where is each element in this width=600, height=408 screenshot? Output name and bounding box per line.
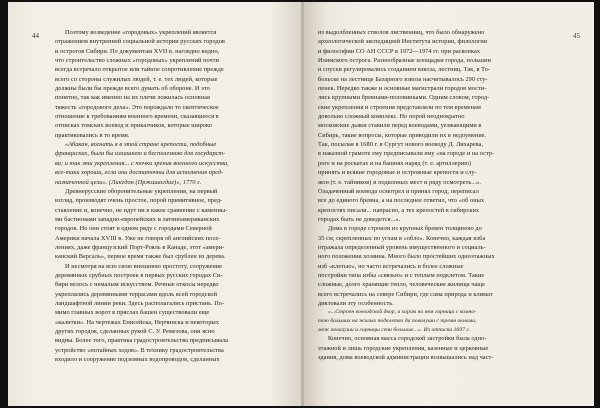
text-line: взгляд, производят очень простое, порой примитивное, пред- — [55, 197, 223, 205]
text-line: отражала определенный уровень имущественного и социаль- — [318, 243, 486, 251]
text-line: всегда встречало открытое или тайное сопротивление прежде — [55, 66, 224, 74]
text-line: тою больших на жилых подклетях да повалуши с тремя окнами, — [318, 318, 477, 324]
text-line: жон (т. е. тайников) и подкопных мест и ряду осмотреть...». — [318, 178, 481, 186]
text-line: Озадаченный воевода осмотрел и принял город, переписал — [318, 187, 479, 195]
text-line: сложные, долго хранящие тепло, человеческие жилища чаще — [318, 281, 486, 289]
text-line: и философии СО АН СССР в 1972—1974 гг. при раскопках — [318, 47, 481, 55]
text-line: что строительство сложных «городовых» укреплений почти — [55, 57, 219, 65]
text-line: Илимского острога. Разнообразные площадки города, польшин — [318, 57, 491, 65]
text-line: городах быть не доведется...». — [318, 215, 401, 223]
page-number: 44 — [32, 32, 39, 40]
text-line: принять и всякие городовые и острожные крепости и слу- — [318, 169, 477, 177]
text-line: и острогов Сибири. По документам XVII в. наглядно видно, — [55, 47, 220, 55]
text-line: отражением внутренней социальной истории русских городов — [55, 38, 225, 46]
text-line: видны. Более того, практика градостроительства предписывала — [55, 337, 229, 345]
text-line: довольно сложный комплекс. Но порой неоднократно — [318, 113, 465, 121]
text-line: отписках томских воевод и приказчиков, которые широко — [55, 122, 213, 130]
text-line: всего со стороны служилых людей, т. е. тех людей, которые — [55, 75, 218, 83]
text-line: отношение к требованиям военного времени, сказавшееся в — [55, 113, 219, 121]
text-line: Поэтому возведение «городовых» укреплений является — [65, 29, 217, 36]
text-line: назначенной цели». (Лингдон (Пржишогдие)», 1770 г. — [55, 178, 202, 186]
text-line: «калитки». На чертежах Енисейска, Нерчинска и некоторых — [55, 318, 220, 326]
text-line: городов. Но они стоят в одном ряду с городами Северной — [55, 225, 212, 233]
left-text-block — [55, 28, 294, 364]
text-line: 35 см, скрепленных по углам в «обло». Конечно, каждая изба — [318, 234, 486, 242]
text-line: и спуски регулировались созданием взвоза, лестниц. Так, в То- — [318, 66, 490, 74]
text-line: «...Строен воеводской двор, а хором на нем горница с комна- — [328, 309, 477, 316]
text-line: постройки типа избы «связью» и с теплым подклетом. Такие — [318, 271, 485, 279]
text-line: московские дьяки ставили перед воеводами, уезжающими в — [318, 122, 482, 130]
text-line: все-таки хороши, если они достаточны для исполнения пред- — [55, 169, 224, 177]
text-line: ного положения хозяина. Много было простейших одноэтажных — [318, 253, 495, 261]
text-line: других городов, сделанных рукой С. У. Ремезова, они ясно — [55, 328, 215, 335]
text-line: этажной и лишь городские укрепления, казенные и церковные — [318, 344, 489, 352]
text-line: все до единого бревна, а на последнее ответил, что «об оных — [318, 197, 485, 205]
text-line: И несмотря на всю свою внешнюю простоту, сооружение — [65, 262, 223, 270]
page-number: 45 — [573, 32, 580, 40]
text-line: в наказной грамоте ему предписывали ему «на городе и на остр- — [318, 150, 495, 158]
text-line: ландшафтной линии реки. Здесь располагались пристань. По- — [55, 299, 225, 307]
right-text-block — [318, 28, 580, 362]
text-line: ми бастионами западно-европейских и латиноамериканских — [55, 215, 220, 223]
text-line: должны были бы прежде всего думать об обороне. И это — [55, 85, 210, 93]
text-line: Так, посылая в 1680 г. в Сургут нового воеводу Д. Лихарева, — [318, 141, 484, 149]
book-spread — [8, 2, 594, 406]
right-page — [304, 2, 594, 406]
text-line: понятно, так как именно на их плечи ложилась основная — [55, 94, 210, 102]
text-line: тяжесть «городового дела». Это порождало то скептическое — [55, 103, 219, 111]
text-line: Древнерусские оборонительные укрепления, на первый — [65, 187, 218, 195]
text-line: входило и сооружение подземных водопроводов, сделанных — [55, 356, 220, 364]
text-line: пенек. Нередко также и основные магистрали городов мости- — [318, 85, 487, 93]
text-line: деревянных срубных построек в первых русских городах Си- — [55, 271, 223, 279]
text-line: ские укрепления и строения представляли по тем временам — [318, 103, 481, 111]
text-line: диктовали эту особенность. — [318, 299, 394, 307]
text-line: Америки начала XVIII в. Уже не говоря об английских посе- — [55, 234, 221, 242]
text-line: ставление и, конечно, не идут ни в какое сравнение с каменны- — [55, 206, 228, 214]
text-line: лись крупными бревнами-половинками. Одним словом, город- — [318, 94, 490, 102]
text-line: археологической экспедицией Института истории, филологии — [318, 38, 488, 46]
text-line: лениях, даже французский Порт-Рояль в Канаде, этот «амери- — [55, 243, 225, 251]
text-line: ва; и так эти укрепления... с точки зрения военного искусства, — [55, 159, 229, 167]
text-line: изб «клетью», но часто встречались и более сложные — [318, 262, 464, 270]
text-line: роге и на роскатах и на башнях наряд (т. е. артиллерию) — [318, 159, 472, 167]
text-line: меж повалуши и горницы сени большие...». Из отписки 1697 г. — [318, 326, 471, 333]
text-line: мимо главных ворот в пряслах башен существовали еще — [55, 309, 210, 317]
text-line: здания, дома воеводской администрации возвышались над част- — [318, 354, 494, 362]
text-line: франциских, была бы излишнею и бесполезною для государст- — [55, 150, 226, 158]
text-line: Дома в городе строили из крупных бревен толщиною до — [328, 225, 482, 233]
text-line: больске на лестнице Базарного взвоза насчитывалось 290 сту- — [318, 75, 488, 83]
text-line: Конечно, основная масса городской застройки была одно- — [328, 335, 487, 343]
text-line: всего встречались на севере Сибири, где сама природа и климат — [318, 290, 493, 298]
left-page — [8, 2, 304, 406]
text-line: «Абакан, вогнать я в этой стране крепости, подобные — [65, 141, 217, 149]
text-line: укреплялись деревянными террасами вдоль всей городской — [55, 290, 218, 298]
text-line: устройство «потайных ходов». В технику градостроительства — [55, 346, 224, 354]
text-line: крепостях писали... напрасно, а тех крепостей в сибирских — [318, 206, 480, 214]
text-line: из выдолбленных стволов лиственниц, что было обнаружено — [318, 29, 485, 36]
text-line: Сибирь, такие вопросы, которые приводили их в недоумение. — [318, 131, 487, 139]
text-line: практиковались в то время. — [55, 131, 130, 139]
text-line: бири велось с немалым искусством. Речные откосы нередко — [55, 281, 219, 289]
text-line: канский Версаль», первое время также был срублен из дерева. — [55, 253, 226, 261]
